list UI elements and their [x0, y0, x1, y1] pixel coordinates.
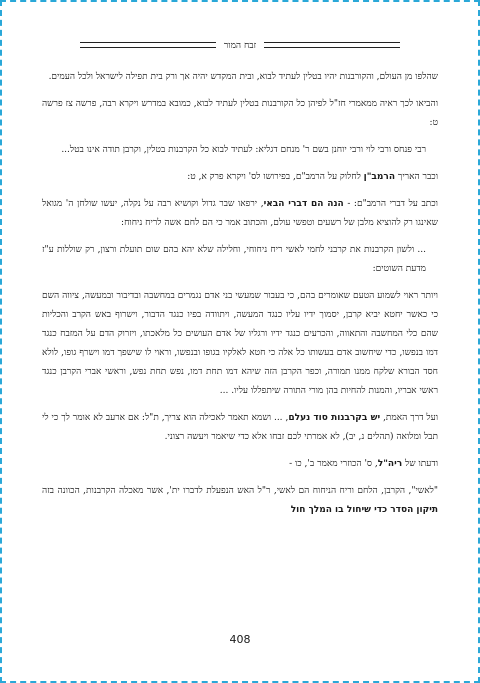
text-run: וכבר האריך	[395, 172, 438, 182]
header-rule-left	[80, 42, 216, 48]
paragraph	[42, 195, 438, 233]
text-run: "לאשי", הקרבן, הלחם וריח הניחוח הם לאשי, ר"ל האש הנפעלת לדברו ית', אשר מאכלה הקרבנות, הכוונה בזה	[42, 486, 438, 496]
paragraph	[42, 482, 438, 520]
text-run: לחלוק על הרמב"ם, בפירושו לס' ויקרא פרק א, ט:	[187, 172, 364, 182]
body-text	[42, 68, 438, 528]
page-number: 408	[229, 633, 251, 646]
text-run: , ... ושמא תאמר לאכילה הוא צריך, ת"ל: אם ארעב לא אומר לך כי לי תבל ומלואה (תהלים נ, יב), לא אמרתי לכם זבחו אלא כדי שיאמר ויעשה רצוני.	[42, 413, 438, 442]
paragraph: והביאו לכך ראיה ממאמרי חז"ל לפיהן כל הקורבנות בטלין לעתיד לבוא, כמובא במדרש ויקרא רבה, פרשה צז פרשה ט:	[42, 99, 438, 128]
text-run: ודעתו של	[402, 459, 438, 469]
bold-term: יש בקרבנות סוד נעלם	[288, 413, 381, 423]
paragraph	[42, 409, 438, 447]
paragraph: שהלפו מן העולם, והקורבנות יהיו בטלין לעתיד לבוא, ובית המקדש יהיה אך ורק בית תפילה לישראל ולכל העמים.	[48, 72, 438, 82]
paragraph	[42, 455, 438, 474]
bold-term: תיקון הסדר כדי שיחול בו המלך חול	[290, 505, 438, 515]
text-run: , ס' הכוזרי מאמר ב', כו -	[289, 459, 378, 469]
quoted-paragraph: רבי פנחס ורבי לוי ורבי יוחנן בשם ר' מנחם דגליא: לעתיד לבוא כל הקרבנות בטלין, וקרבן תודה אינו בטל...	[61, 145, 426, 155]
paragraph	[42, 168, 438, 187]
bold-term: הנה הם דברי הבאי	[263, 199, 344, 209]
header-title: זבח המור	[223, 40, 257, 51]
paragraph: ויותר ראוי לשמוע הטעם שאומרים בהם, כי בעבור שמעשי בני אדם נגמרים במחשבה ובדיבור ובמעשה, ציווה השם כי כאשר יחטא יביא קרבן, יסמוך ידיו עליו כנגד המעשה, ויתוודה בפיו כנגד הדבור, וישרוף באש הקרב והכליות שהם כלי המחשבה והתאווה, והכרעים כנגד ידיו ורגליו של אדם העושים כל מלאכתו, ויזרוק הדם על המזבח כנגד דמו בנפשו, כדי שיחשוב אדם בעשותו כל אלה כי חטא לאלקיו בגופו ובנפשו, וראוי לו שישפך דמו וישרף גופו, לולא חסד הבורא שלקח ממנו תמורה, וכפר הקרבן הזה שיהא דמו תחת דמו, נפש תחת נפש, וראשי אברי הקרבן כנגד ראשי אבריו, והמנות להחיות בהן מורי התורה שיתפללו עליו. ...	[42, 291, 438, 396]
text-run: וכתב על דברי הרמב"ם: -	[343, 199, 438, 209]
text-run: ועל דרך האמת,	[380, 413, 439, 423]
running-header	[80, 38, 400, 52]
header-rule-right	[264, 42, 400, 48]
bold-term: ריה"ל	[377, 459, 403, 469]
quoted-paragraph: ... ולשון הקרבנות את קרבני לחמי לאשי ריח ניחוחי, וחלילה שלא יהא בהם שום תועלת ורצון, רק שוללות ע"ז מדעת השוטים:	[42, 245, 426, 274]
bold-term: הרמב"ן	[363, 172, 396, 182]
text-run: , ירפאו שבר גדול וקושיא רבה על נקלה, יעשו שולחן ה' מגואל שאינגו רק להוציא מלבן של רשעים וטפשי עולם, והכתוב אמר כי הם לחם אשה לריח ניחוח:	[42, 199, 438, 228]
